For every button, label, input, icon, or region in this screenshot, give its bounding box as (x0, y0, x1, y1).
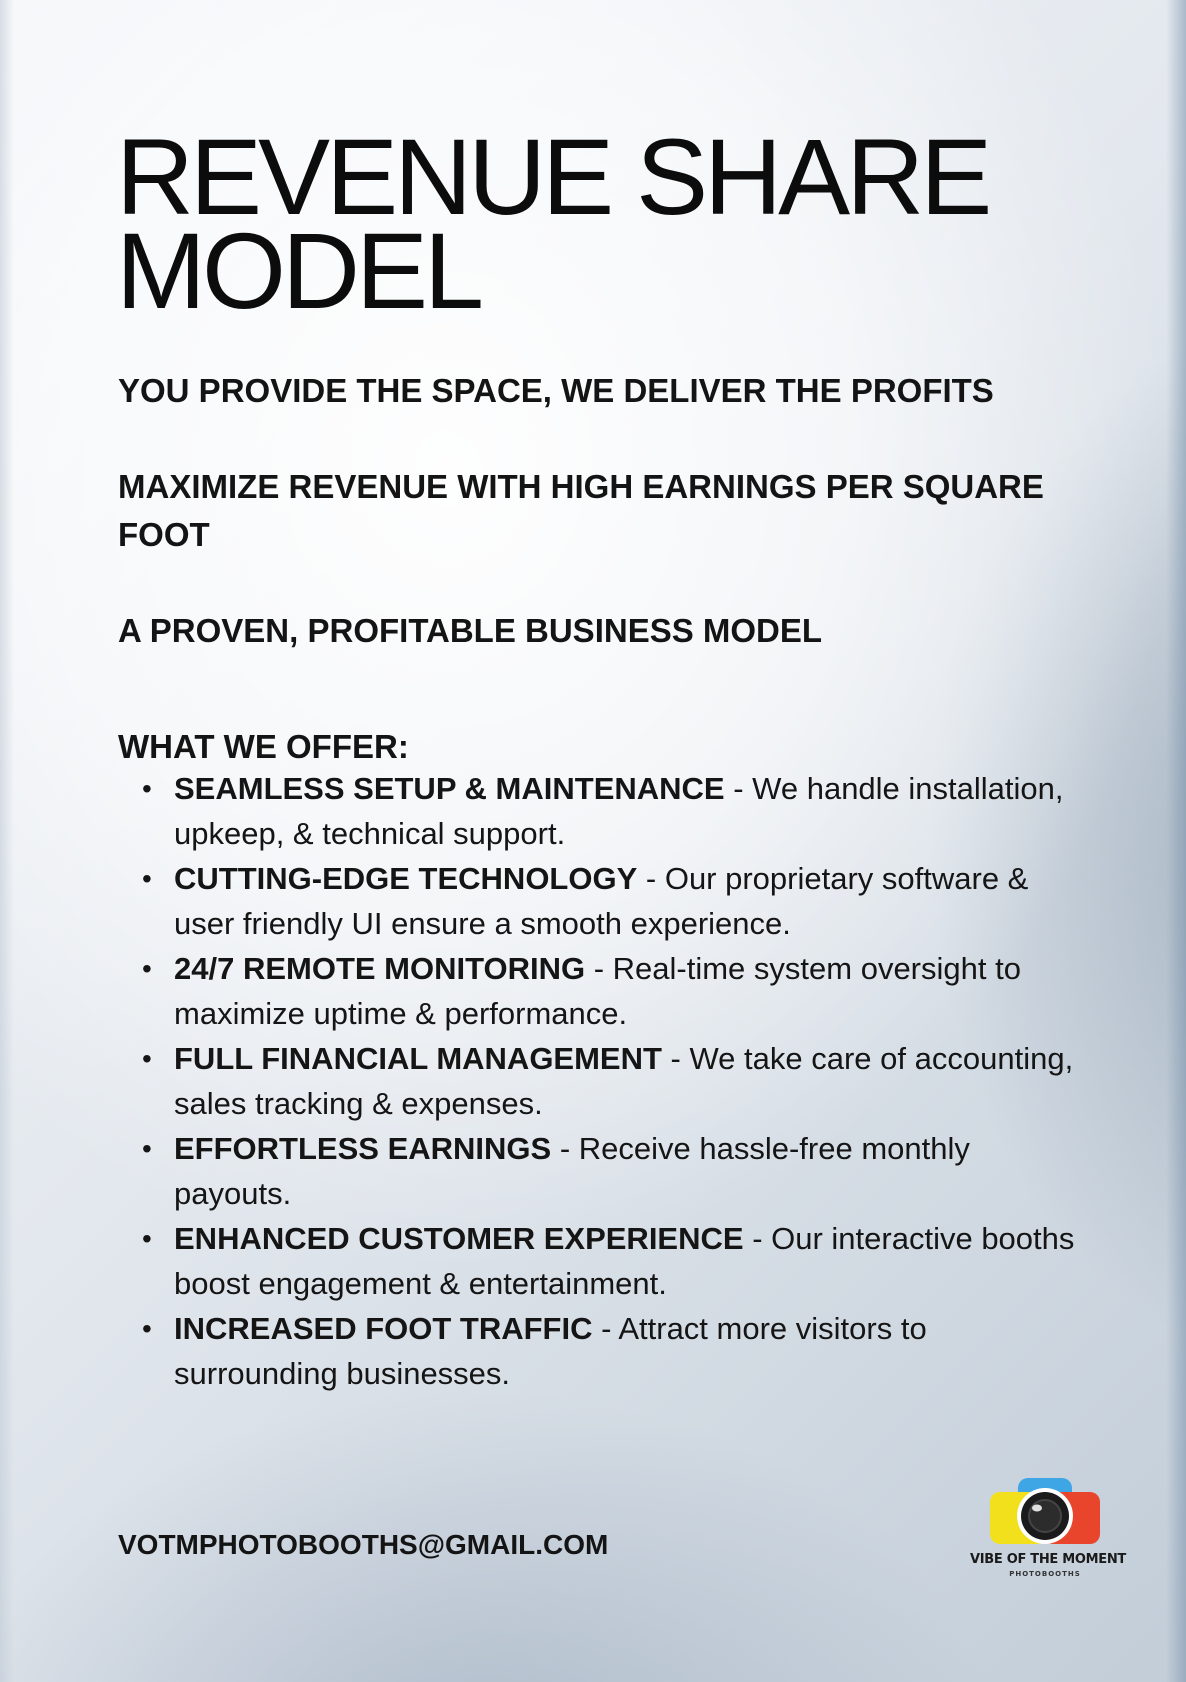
bullet: • (142, 1133, 152, 1164)
offer-item-setup-maintenance (118, 766, 1078, 856)
tagline-earnings-per-square-foot: MAXIMIZE REVENUE WITH HIGH EARNINGS PER SQUARE FOOT (118, 468, 1044, 553)
offer-item-title: INCREASED FOOT TRAFFIC (174, 1311, 593, 1346)
offer-item-text: - We take care of accounting, sales tracking & expenses. (174, 1041, 1074, 1121)
page-title: REVENUE SHARE MODEL (116, 116, 989, 331)
offer-item-text: - Our proprietary software & user friendly UI ensure a smooth experience. (174, 861, 1029, 941)
offer-item-title: EFFORTLESS EARNINGS (174, 1131, 552, 1166)
logo-lens-inner (1029, 1500, 1061, 1532)
bullet: • (142, 1313, 152, 1344)
bullet: • (142, 863, 152, 894)
bullet: • (142, 773, 152, 804)
offer-item-text: - We handle installation, upkeep, & technical support. (174, 771, 1064, 851)
right-edge-shade (1166, 0, 1186, 1682)
offer-list (118, 766, 1078, 1396)
offer-item-title: ENHANCED CUSTOMER EXPERIENCE (174, 1221, 744, 1256)
logo-subtitle: PHOTOBOOTHS (1009, 1570, 1081, 1578)
offer-item-remote-monitoring (118, 946, 1078, 1036)
tagline-space-profits: YOU PROVIDE THE SPACE, WE DELIVER THE PROFITS (118, 372, 994, 409)
offer-item-title: FULL FINANCIAL MANAGEMENT (174, 1041, 662, 1076)
offer-item-text: - Our interactive booths boost engagement & entertainment. (174, 1221, 1075, 1301)
bullet: • (142, 953, 152, 984)
logo-lens-glint (1032, 1505, 1042, 1512)
offer-item-title: SEAMLESS SETUP & MAINTENANCE (174, 771, 725, 806)
offer-item-foot-traffic (118, 1306, 1078, 1396)
offer-item-text: - Real-time system oversight to maximize uptime & performance. (174, 951, 1021, 1031)
left-edge-shade (0, 0, 14, 1682)
camera-lens-icon (990, 1478, 1100, 1546)
offer-heading: WHAT WE OFFER: (118, 728, 409, 765)
offer-item-title: 24/7 REMOTE MONITORING (174, 951, 586, 986)
bullet: • (142, 1223, 152, 1254)
offer-item-earnings (118, 1126, 1078, 1216)
offer-item-text: - Receive hassle-free monthly payouts. (174, 1131, 970, 1211)
contact-email[interactable]: VOTMPHOTOBOOTHS@GMAIL.COM (118, 1529, 609, 1560)
offer-item-customer-experience (118, 1216, 1078, 1306)
logo-name: VIBE OF THE MOMENT (970, 1552, 1126, 1567)
offer-item-text: - Attract more visitors to surrounding businesses. (174, 1311, 927, 1391)
brand-logo (970, 1478, 1126, 1578)
offer-item-title: CUTTING-EDGE TECHNOLOGY (174, 861, 638, 896)
tagline-proven-model: A PROVEN, PROFITABLE BUSINESS MODEL (118, 612, 823, 649)
offer-item-financial-management (118, 1036, 1078, 1126)
bullet: • (142, 1043, 152, 1074)
offer-item-technology (118, 856, 1078, 946)
